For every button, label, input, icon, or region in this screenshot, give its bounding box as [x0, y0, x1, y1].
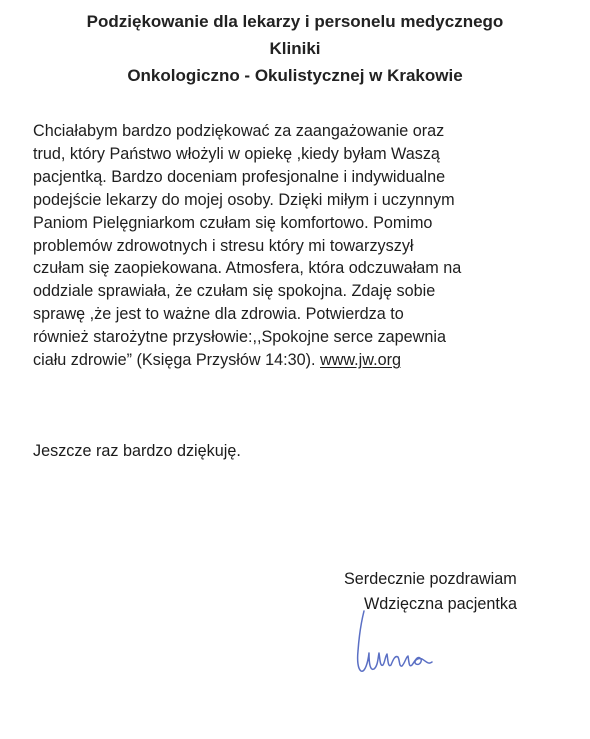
body-line-3: pacjentką. Bardzo doceniam profesjonalne i indywidualne — [33, 167, 446, 186]
letter-body — [33, 120, 573, 372]
handwritten-signature — [350, 607, 440, 679]
closing-signoff: Wdzięczna pacjentka — [364, 595, 517, 613]
body-line-1: Chciałabym bardzo podziękować za zaangażowanie oraz — [33, 122, 445, 140]
body-line-7: czułam się zaopiekowana. Atmosfera, która odczuwałam na — [33, 259, 462, 278]
body-line-11 — [33, 349, 573, 372]
closing-greeting: Serdecznie pozdrawiam — [344, 570, 517, 588]
thanks-line: Jeszcze raz bardzo dziękuję. — [33, 442, 241, 460]
signature-stroke — [358, 611, 432, 671]
body-line-9: sprawę ,że jest to ważne dla zdrowia. Potwierdza to — [33, 305, 404, 324]
jw-org-link[interactable]: www.jw.org — [320, 351, 401, 370]
body-line-11-text: ciału zdrowie” (Księga Przysłów 14:30). — [33, 351, 320, 370]
body-line-6: problemów zdrowotnych i stresu który mi towarzyszył — [33, 236, 414, 255]
body-line-4: podejście lekarzy do mojej osoby. Dzięki miłym i uczynnym — [33, 190, 455, 209]
body-line-2: trud, który Państwo włożyli w opiekę ,kiedy byłam Waszą — [33, 144, 440, 163]
title-line-3: Onkologiczno - Okulistycznej w Krakowie — [127, 66, 463, 85]
body-line-5: Paniom Pielęgniarkom czułam się komfortowo. Pomimo — [33, 213, 433, 232]
title-line-2: Kliniki — [269, 39, 321, 58]
title-line-1: Podziękowanie dla lekarzy i personelu medycznego — [86, 12, 504, 31]
body-line-8: oddziale sprawiała, że czułam się spokojna. Zdaję sobie — [33, 282, 436, 301]
body-line-10: również starożytne przysłowie:,,Spokojne serce zapewnia — [33, 328, 446, 347]
letter-title — [0, 8, 590, 89]
